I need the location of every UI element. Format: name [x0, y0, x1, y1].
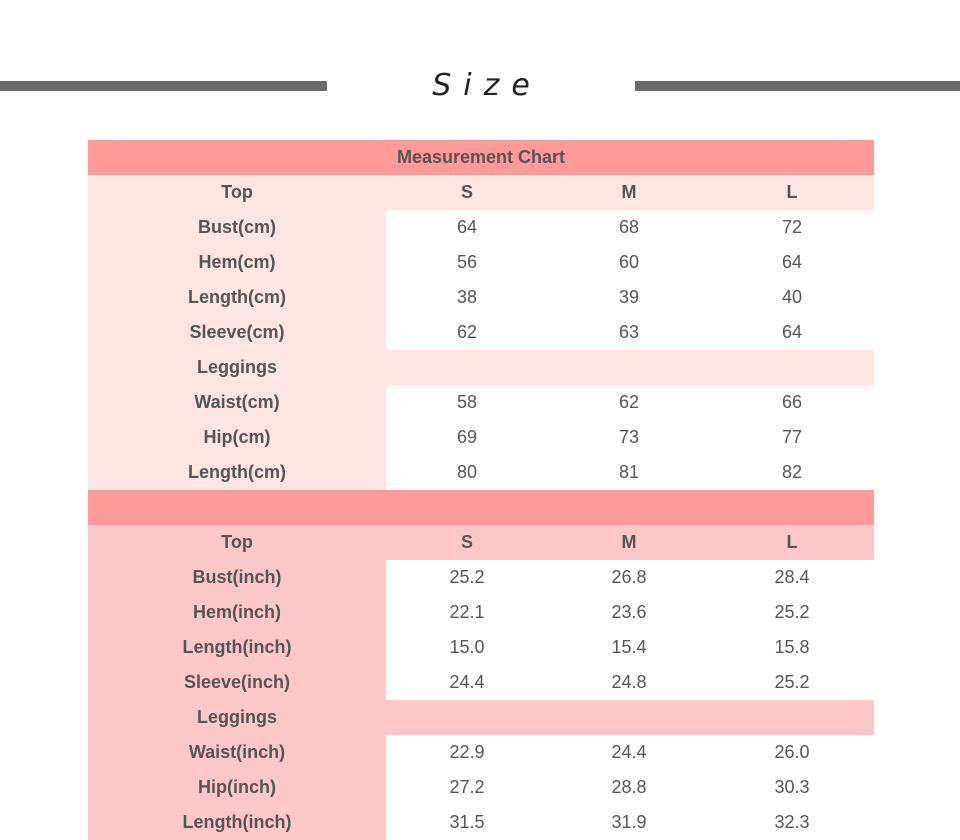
cell-s: 27.2: [386, 770, 548, 805]
row-label: Length(cm): [88, 455, 386, 490]
cell-l: 15.8: [710, 630, 874, 665]
column-header-l: L: [710, 175, 874, 210]
row-label: Waist(inch): [88, 735, 386, 770]
cm-section: [88, 175, 874, 490]
header-rule-left: [0, 81, 327, 91]
inch-section: [88, 525, 874, 840]
cell-l: 32.3: [710, 805, 874, 840]
row-label: Sleeve(cm): [88, 315, 386, 350]
table-header-row: [88, 525, 874, 560]
page-header: [0, 0, 960, 140]
cell-m: 62: [548, 385, 710, 420]
cell-m: 81: [548, 455, 710, 490]
table-row: [88, 560, 874, 595]
table-row: [88, 770, 874, 805]
header-rule-right: [635, 81, 960, 91]
cell-l: 40: [710, 280, 874, 315]
cell-m: 24.8: [548, 665, 710, 700]
row-label: Hip(cm): [88, 420, 386, 455]
divider-band-row: [88, 490, 874, 525]
cell-l: 28.4: [710, 560, 874, 595]
column-header-top: Top: [88, 525, 386, 560]
section-label: Leggings: [88, 350, 386, 385]
row-label: Hem(cm): [88, 245, 386, 280]
cell-l: 77: [710, 420, 874, 455]
page-title: Size: [432, 68, 542, 103]
row-label: Bust(cm): [88, 210, 386, 245]
table-row: [88, 315, 874, 350]
row-label: Length(inch): [88, 805, 386, 840]
cell-l: 26.0: [710, 735, 874, 770]
column-header-s: S: [386, 525, 548, 560]
cell-s: 64: [386, 210, 548, 245]
cell-m: 23.6: [548, 595, 710, 630]
column-header-m: M: [548, 175, 710, 210]
cell-l: 25.2: [710, 665, 874, 700]
cell-l: 82: [710, 455, 874, 490]
table-row: [88, 595, 874, 630]
cell-l: 30.3: [710, 770, 874, 805]
cell-s: 58: [386, 385, 548, 420]
divider-band: [88, 490, 874, 525]
cell-s: 22.1: [386, 595, 548, 630]
row-label: Hip(inch): [88, 770, 386, 805]
column-header-l: L: [710, 525, 874, 560]
chart-title: Measurement Chart: [88, 140, 874, 175]
column-header-m: M: [548, 525, 710, 560]
cell-s: 80: [386, 455, 548, 490]
cell-s: 69: [386, 420, 548, 455]
cell-m: 68: [548, 210, 710, 245]
section-label: Leggings: [88, 700, 386, 735]
cell-m: 24.4: [548, 735, 710, 770]
table-header-row: [88, 175, 874, 210]
cell-s: 22.9: [386, 735, 548, 770]
table-row: [88, 455, 874, 490]
table-row: [88, 385, 874, 420]
cell-l: 64: [710, 245, 874, 280]
cell-s: 31.5: [386, 805, 548, 840]
cell-l: 66: [710, 385, 874, 420]
cell-s: 25.2: [386, 560, 548, 595]
row-label: Length(inch): [88, 630, 386, 665]
cell-m: 26.8: [548, 560, 710, 595]
table-row: [88, 280, 874, 315]
cell-l: 25.2: [710, 595, 874, 630]
table-row: [88, 735, 874, 770]
cell-l: 64: [710, 315, 874, 350]
row-label: Bust(inch): [88, 560, 386, 595]
cell-s: 15.0: [386, 630, 548, 665]
table-row: [88, 210, 874, 245]
cell-m: 60: [548, 245, 710, 280]
section-row-leggings: [88, 700, 874, 735]
column-header-top: Top: [88, 175, 386, 210]
section-filler: [386, 700, 874, 735]
table-row: [88, 420, 874, 455]
cell-m: 15.4: [548, 630, 710, 665]
column-header-s: S: [386, 175, 548, 210]
cell-l: 72: [710, 210, 874, 245]
cell-m: 31.9: [548, 805, 710, 840]
measurement-chart-table: [88, 140, 874, 840]
cell-s: 56: [386, 245, 548, 280]
cell-s: 62: [386, 315, 548, 350]
chart-title-row: [88, 140, 874, 175]
table-row: [88, 805, 874, 840]
section-filler: [386, 350, 874, 385]
row-label: Length(cm): [88, 280, 386, 315]
table-row: [88, 630, 874, 665]
row-label: Hem(inch): [88, 595, 386, 630]
row-label: Waist(cm): [88, 385, 386, 420]
cell-s: 38: [386, 280, 548, 315]
cell-m: 63: [548, 315, 710, 350]
table-row: [88, 665, 874, 700]
row-label: Sleeve(inch): [88, 665, 386, 700]
section-row-leggings: [88, 350, 874, 385]
cell-m: 28.8: [548, 770, 710, 805]
table-row: [88, 245, 874, 280]
cell-m: 39: [548, 280, 710, 315]
cell-s: 24.4: [386, 665, 548, 700]
cell-m: 73: [548, 420, 710, 455]
